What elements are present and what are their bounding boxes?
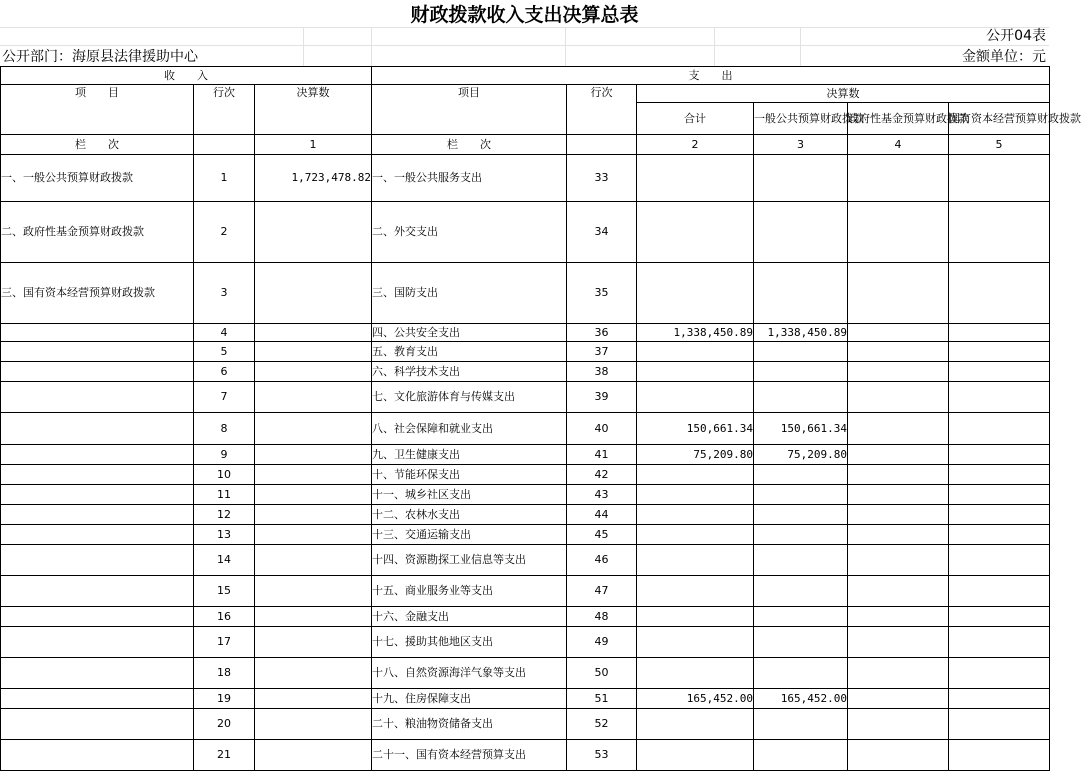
- expense-item-cell: 十八、自然资源海洋气象等支出: [372, 658, 567, 689]
- general-amount-cell: [754, 155, 848, 202]
- fund-amount-cell: [848, 202, 949, 263]
- general-amount-cell: [754, 342, 848, 362]
- income-amount-cell: [255, 709, 372, 740]
- expense-item-cell: 七、文化旅游体育与传媒支出: [372, 382, 567, 413]
- table-row: [1, 362, 1050, 382]
- expense-item-cell: 二、外交支出: [372, 202, 567, 263]
- expense-item-cell: 二十一、国有资本经营预算支出: [372, 740, 567, 771]
- income-item-cell: 三、国有资本经营预算财政拨款: [1, 263, 194, 324]
- table-row: [1, 155, 1050, 202]
- income-item-cell: [1, 709, 194, 740]
- expense-rowno-cell: 44: [567, 505, 637, 525]
- income-rowno-cell: 12: [194, 505, 255, 525]
- gridline: [714, 27, 715, 66]
- income-item-cell: [1, 740, 194, 771]
- expense-rowno-cell: 40: [567, 413, 637, 445]
- fund-amount-cell: [848, 525, 949, 545]
- expense-rowno-cell: 42: [567, 465, 637, 485]
- expense-rowno-cell: 46: [567, 545, 637, 576]
- income-rowno-cell: 11: [194, 485, 255, 505]
- income-item-cell: [1, 525, 194, 545]
- capital-amount-cell: [949, 576, 1050, 607]
- expense-rowno-cell: 48: [567, 607, 637, 627]
- gridline: [565, 27, 566, 66]
- expense-item-cell: 三、国防支出: [372, 263, 567, 324]
- expense-rowno-cell: 53: [567, 740, 637, 771]
- table-row: [1, 709, 1050, 740]
- fund-amount-cell: [848, 740, 949, 771]
- col-number-5: 5: [949, 135, 1050, 155]
- general-amount-cell: [754, 709, 848, 740]
- income-amount-cell: [255, 342, 372, 362]
- general-amount-cell: 150,661.34: [754, 413, 848, 445]
- general-amount-cell: [754, 382, 848, 413]
- total-amount-cell: [637, 709, 754, 740]
- expense-item-cell: 二十、粮油物资储备支出: [372, 709, 567, 740]
- total-amount-cell: [637, 485, 754, 505]
- income-rowno-cell: 13: [194, 525, 255, 545]
- income-rowno-cell: 10: [194, 465, 255, 485]
- expense-rowno-cell: 45: [567, 525, 637, 545]
- income-item-cell: [1, 658, 194, 689]
- budget-table: [0, 66, 1081, 771]
- fund-amount-cell: [848, 263, 949, 324]
- table-row: [1, 576, 1050, 607]
- income-amount-cell: [255, 445, 372, 465]
- general-amount-cell: 1,338,450.89: [754, 324, 848, 342]
- fund-amount-cell: [848, 362, 949, 382]
- gov-fund-header: 政府性基金预算财政拨款: [848, 103, 949, 135]
- expense-item-cell: 十四、资源勘探工业信息等支出: [372, 545, 567, 576]
- capital-amount-cell: [949, 545, 1050, 576]
- income-item-cell: 一、一般公共预算财政拨款: [1, 155, 194, 202]
- general-amount-cell: [754, 525, 848, 545]
- expense-item-cell: 十三、交通运输支出: [372, 525, 567, 545]
- income-item-cell: [1, 689, 194, 709]
- expense-rowno-cell: 33: [567, 155, 637, 202]
- total-amount-cell: [637, 155, 754, 202]
- income-amount-cell: [255, 689, 372, 709]
- total-header: 合计: [637, 103, 754, 135]
- fund-amount-cell: [848, 627, 949, 658]
- income-rowno-cell: 8: [194, 413, 255, 445]
- income-amount-cell: [255, 525, 372, 545]
- total-amount-cell: [637, 545, 754, 576]
- general-amount-cell: [754, 485, 848, 505]
- col-label-2: 栏 次: [372, 135, 567, 155]
- gridline: [0, 45, 1049, 46]
- expense-item-cell: 十六、金融支出: [372, 607, 567, 627]
- expense-item-cell: 八、社会保障和就业支出: [372, 413, 567, 445]
- income-rowno-cell: 6: [194, 362, 255, 382]
- table-row: [1, 342, 1050, 362]
- table-row: [1, 202, 1050, 263]
- fund-amount-cell: [848, 658, 949, 689]
- capital-amount-cell: [949, 485, 1050, 505]
- income-amount-cell: [255, 545, 372, 576]
- income-item-cell: 二、政府性基金预算财政拨款: [1, 202, 194, 263]
- capital-amount-cell: [949, 324, 1050, 342]
- general-amount-cell: [754, 627, 848, 658]
- expense-item-cell: 九、卫生健康支出: [372, 445, 567, 465]
- capital-amount-cell: [949, 658, 1050, 689]
- income-rowno-cell: 9: [194, 445, 255, 465]
- income-amount-cell: [255, 263, 372, 324]
- income-item-cell: [1, 627, 194, 658]
- income-item-cell: [1, 445, 194, 465]
- unit-label: 金额单位：元: [962, 49, 1046, 65]
- expense-item-cell: 十九、住房保障支出: [372, 689, 567, 709]
- total-amount-cell: 150,661.34: [637, 413, 754, 445]
- expense-item-cell: 十五、商业服务业等支出: [372, 576, 567, 607]
- income-item-cell: [1, 465, 194, 485]
- col-number-3: 3: [754, 135, 848, 155]
- total-amount-cell: [637, 505, 754, 525]
- income-amount-cell: [255, 505, 372, 525]
- total-amount-cell: [637, 465, 754, 485]
- expense-rowno-cell: 35: [567, 263, 637, 324]
- expense-rowno-cell: 41: [567, 445, 637, 465]
- income-amount-cell: [255, 202, 372, 263]
- total-amount-cell: [637, 362, 754, 382]
- total-amount-cell: [637, 607, 754, 627]
- col-number-2: 2: [637, 135, 754, 155]
- income-rowno-cell: 20: [194, 709, 255, 740]
- capital-amount-cell: [949, 362, 1050, 382]
- expense-rowno-cell: 38: [567, 362, 637, 382]
- income-rowno-cell: 14: [194, 545, 255, 576]
- income-rowno-cell: 18: [194, 658, 255, 689]
- expense-rowno-cell: 43: [567, 485, 637, 505]
- table-row: [1, 740, 1050, 771]
- income-rowno-cell: 2: [194, 202, 255, 263]
- col-number-4: 4: [848, 135, 949, 155]
- table-row: [1, 324, 1050, 342]
- fund-amount-cell: [848, 607, 949, 627]
- income-amount-cell: [255, 740, 372, 771]
- capital-amount-cell: [949, 465, 1050, 485]
- income-amount-cell: [255, 465, 372, 485]
- expense-item-cell: 四、公共安全支出: [372, 324, 567, 342]
- income-amount-cell: [255, 382, 372, 413]
- col-number-1: 1: [255, 135, 372, 155]
- income-item-cell: [1, 342, 194, 362]
- fund-amount-cell: [848, 709, 949, 740]
- expense-item-cell: 十七、援助其他地区支出: [372, 627, 567, 658]
- table-row: [1, 689, 1050, 709]
- capital-amount-cell: [949, 263, 1050, 324]
- expense-item-header: 项目: [372, 85, 567, 135]
- capital-amount-cell: [949, 505, 1050, 525]
- expense-rowno-cell: 36: [567, 324, 637, 342]
- total-amount-cell: [637, 627, 754, 658]
- general-amount-cell: [754, 576, 848, 607]
- expense-rowno-cell: 34: [567, 202, 637, 263]
- fund-amount-cell: [848, 485, 949, 505]
- expense-item-cell: 六、科学技术支出: [372, 362, 567, 382]
- capital-amount-cell: [949, 202, 1050, 263]
- state-capital-header: 国有资本经营预算财政拨款: [949, 103, 1050, 135]
- general-budget-header: 一般公共预算财政拨款: [754, 103, 848, 135]
- income-amount-cell: 1,723,478.82: [255, 155, 372, 202]
- capital-amount-cell: [949, 709, 1050, 740]
- income-item-cell: [1, 545, 194, 576]
- income-header: 收 入: [1, 67, 372, 85]
- capital-amount-cell: [949, 382, 1050, 413]
- income-rowno-cell: 5: [194, 342, 255, 362]
- gridline: [371, 27, 372, 66]
- income-amount-cell: [255, 576, 372, 607]
- general-amount-cell: 165,452.00: [754, 689, 848, 709]
- gridline: [303, 27, 304, 66]
- table-row: [1, 445, 1050, 465]
- expense-rowno-cell: 39: [567, 382, 637, 413]
- income-rowno-header: 行次: [194, 85, 255, 135]
- total-amount-cell: [637, 202, 754, 263]
- expense-rowno-cell: 50: [567, 658, 637, 689]
- total-amount-cell: [637, 382, 754, 413]
- total-amount-cell: [637, 576, 754, 607]
- expense-rowno-cell: 47: [567, 576, 637, 607]
- capital-amount-cell: [949, 413, 1050, 445]
- income-item-cell: [1, 485, 194, 505]
- expense-rowno-cell: 51: [567, 689, 637, 709]
- income-item-cell: [1, 382, 194, 413]
- general-amount-cell: [754, 362, 848, 382]
- income-rowno-cell: 21: [194, 740, 255, 771]
- fund-amount-cell: [848, 545, 949, 576]
- expense-item-cell: 十二、农林水支出: [372, 505, 567, 525]
- col-label: 栏 次: [1, 135, 194, 155]
- total-amount-cell: 75,209.80: [637, 445, 754, 465]
- expense-final-header: 决算数: [637, 85, 1050, 103]
- total-amount-cell: 165,452.00: [637, 689, 754, 709]
- income-rowno-cell: 17: [194, 627, 255, 658]
- fund-amount-cell: [848, 465, 949, 485]
- income-item-header: 项 目: [1, 85, 194, 135]
- general-amount-cell: [754, 465, 848, 485]
- income-rowno-cell: 19: [194, 689, 255, 709]
- fund-amount-cell: [848, 324, 949, 342]
- fund-amount-cell: [848, 689, 949, 709]
- col-blank: [194, 135, 255, 155]
- gridline: [800, 27, 801, 66]
- general-amount-cell: [754, 545, 848, 576]
- total-amount-cell: [637, 658, 754, 689]
- form-number: 公开04表: [986, 28, 1046, 44]
- general-amount-cell: [754, 263, 848, 324]
- expense-item-cell: 一、一般公共服务支出: [372, 155, 567, 202]
- department-label: 公开部门：海原县法律援助中心: [2, 49, 198, 65]
- total-amount-cell: [637, 263, 754, 324]
- table-row: [1, 413, 1050, 445]
- col-blank-2: [567, 135, 637, 155]
- income-item-cell: [1, 607, 194, 627]
- fund-amount-cell: [848, 445, 949, 465]
- income-rowno-cell: 3: [194, 263, 255, 324]
- general-amount-cell: [754, 740, 848, 771]
- expense-rowno-cell: 49: [567, 627, 637, 658]
- capital-amount-cell: [949, 342, 1050, 362]
- income-rowno-cell: 15: [194, 576, 255, 607]
- fund-amount-cell: [848, 413, 949, 445]
- table-row: [1, 505, 1050, 525]
- general-amount-cell: [754, 658, 848, 689]
- general-amount-cell: [754, 607, 848, 627]
- capital-amount-cell: [949, 689, 1050, 709]
- total-amount-cell: [637, 342, 754, 362]
- expense-item-cell: 十、节能环保支出: [372, 465, 567, 485]
- expense-rowno-cell: 52: [567, 709, 637, 740]
- table-row: [1, 263, 1050, 324]
- fund-amount-cell: [848, 342, 949, 362]
- expense-rowno-cell: 37: [567, 342, 637, 362]
- income-rowno-cell: 1: [194, 155, 255, 202]
- expense-rowno-header: 行次: [567, 85, 637, 135]
- fund-amount-cell: [848, 382, 949, 413]
- table-row: [1, 658, 1050, 689]
- income-rowno-cell: 7: [194, 382, 255, 413]
- income-item-cell: [1, 413, 194, 445]
- expense-item-cell: 十一、城乡社区支出: [372, 485, 567, 505]
- table-row: [1, 627, 1050, 658]
- income-item-cell: [1, 576, 194, 607]
- income-amount-cell: [255, 658, 372, 689]
- income-amount-cell: [255, 362, 372, 382]
- income-amount-cell: [255, 413, 372, 445]
- expense-header: 支 出: [372, 67, 1050, 85]
- gridline: [0, 27, 1049, 28]
- capital-amount-cell: [949, 627, 1050, 658]
- total-amount-cell: [637, 525, 754, 545]
- fund-amount-cell: [848, 576, 949, 607]
- general-amount-cell: [754, 505, 848, 525]
- income-final-header: 决算数: [255, 85, 372, 135]
- total-amount-cell: [637, 740, 754, 771]
- table-row: [1, 525, 1050, 545]
- capital-amount-cell: [949, 607, 1050, 627]
- table-row: [1, 607, 1050, 627]
- income-amount-cell: [255, 627, 372, 658]
- income-rowno-cell: 16: [194, 607, 255, 627]
- income-amount-cell: [255, 324, 372, 342]
- capital-amount-cell: [949, 155, 1050, 202]
- income-item-cell: [1, 505, 194, 525]
- fund-amount-cell: [848, 505, 949, 525]
- income-amount-cell: [255, 485, 372, 505]
- capital-amount-cell: [949, 740, 1050, 771]
- expense-item-cell: 五、教育支出: [372, 342, 567, 362]
- report-title: 财政拨款收入支出决算总表: [410, 4, 639, 26]
- general-amount-cell: 75,209.80: [754, 445, 848, 465]
- capital-amount-cell: [949, 525, 1050, 545]
- income-item-cell: [1, 362, 194, 382]
- income-item-cell: [1, 324, 194, 342]
- total-amount-cell: 1,338,450.89: [637, 324, 754, 342]
- fund-amount-cell: [848, 155, 949, 202]
- income-rowno-cell: 4: [194, 324, 255, 342]
- table-row: [1, 545, 1050, 576]
- table-row: [1, 465, 1050, 485]
- income-amount-cell: [255, 607, 372, 627]
- capital-amount-cell: [949, 445, 1050, 465]
- table-row: [1, 382, 1050, 413]
- table-row: [1, 485, 1050, 505]
- general-amount-cell: [754, 202, 848, 263]
